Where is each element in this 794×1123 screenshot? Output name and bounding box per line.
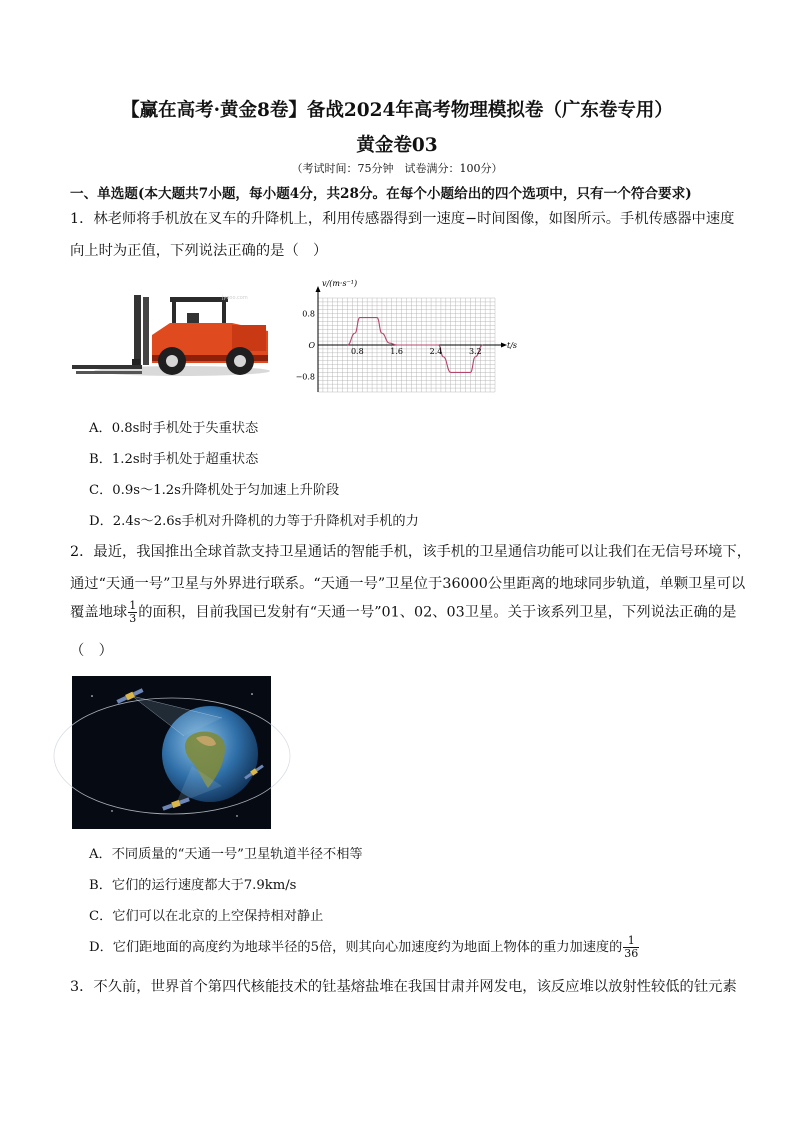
y-axis-arrow bbox=[316, 286, 321, 292]
q2-option-d[interactable] bbox=[89, 935, 640, 960]
q2-stem-line1: 2．最近，我国推出全球首款支持卫星通话的智能手机，该手机的卫星通信功能可以让我们在无信号环境下， bbox=[70, 544, 752, 560]
exam-subtitle: 黄金卷03 bbox=[356, 135, 438, 156]
x-tick-label: 3.2 bbox=[468, 347, 482, 356]
q2-stem-line3 bbox=[70, 600, 736, 625]
q1-stem-line2: 向上时为正值，下列说法正确的是（ ） bbox=[70, 243, 328, 259]
q2-option-a[interactable]: A．不同质量的“天通一号”卫星轨道半径不相等 bbox=[89, 847, 363, 862]
origin-label: O bbox=[308, 341, 315, 350]
q3-stem-line1: 3．不久前，世界首个第四代核能技术的钍基熔盐堆在我国甘肃并网发电，该反应堆以放射性较低的钍元素 bbox=[70, 979, 737, 995]
section-heading: 一、单选题(本大题共7小题，每小题4分，共28分。在每个小题给出的四个选项中，只有一个符合要求) bbox=[70, 186, 692, 202]
x-axis-label: t/s bbox=[507, 341, 518, 350]
q1-option-c[interactable]: C．0.9s～1.2s升降机处于匀加速上升阶段 bbox=[89, 483, 340, 498]
y-axis-label: v/(m·s⁻¹) bbox=[322, 279, 358, 288]
y-tick-label: 0.8 bbox=[302, 309, 315, 319]
fraction-one-thirty-sixth: $\frac{1}{36}$ bbox=[624, 934, 639, 960]
exam-info: （考试时间：75分钟 试卷满分：100分） bbox=[291, 162, 503, 175]
q1-option-d[interactable]: D．2.4s～2.6s手机对升降机的力等于升降机对手机的力 bbox=[89, 514, 419, 529]
exam-title: 【赢在高考·黄金8卷】备战2024年高考物理模拟卷（广东卷专用） bbox=[121, 100, 673, 121]
q1-option-a[interactable]: A．0.8s时手机处于失重状态 bbox=[89, 421, 259, 436]
watermark-text: jyeoo.com bbox=[222, 295, 248, 301]
satellite-earth-image bbox=[72, 676, 271, 829]
q1-option-b[interactable]: B．1.2s时手机处于超重状态 bbox=[89, 452, 259, 467]
q1-stem-line1: 1．林老师将手机放在叉车的升降机上，利用传感器得到一速度−时间图像，如图所示。手机传感器中速度 bbox=[70, 211, 735, 227]
q2-stem-line4: （ ） bbox=[70, 643, 113, 659]
vt-chart bbox=[295, 272, 518, 398]
x-tick-label: 1.6 bbox=[390, 347, 404, 356]
q2-stem-line2: 通过“天通一号”卫星与外界进行联系。“天通一号”卫星位于36000公里距离的地球同步轨道，单颗卫星可以 bbox=[70, 576, 746, 592]
q2-stem-line3-post: 的面积，目前我国已发射有“天通一号”01、02、03卫星。关于该系列卫星，下列说法正确的是 bbox=[138, 604, 737, 621]
q2-option-d-text: D．它们距地面的高度约为地球半径的5倍，则其向心加速度约为地面上物体的重力加速度的 bbox=[89, 940, 623, 955]
fraction-one-third: $\frac{1}{3}$ bbox=[129, 599, 137, 625]
q2-stem-line3-pre: 覆盖地球 bbox=[70, 604, 128, 621]
x-tick-label: 2.4 bbox=[429, 347, 443, 356]
x-tick-label: 0.8 bbox=[350, 347, 364, 356]
q2-option-b[interactable]: B．它们的运行速度都大于7.9km/s bbox=[89, 878, 297, 893]
q2-option-c[interactable]: C．它们可以在北京的上空保持相对静止 bbox=[89, 909, 324, 924]
y-tick-label: −0.8 bbox=[295, 372, 315, 382]
forklift-image bbox=[72, 285, 277, 380]
